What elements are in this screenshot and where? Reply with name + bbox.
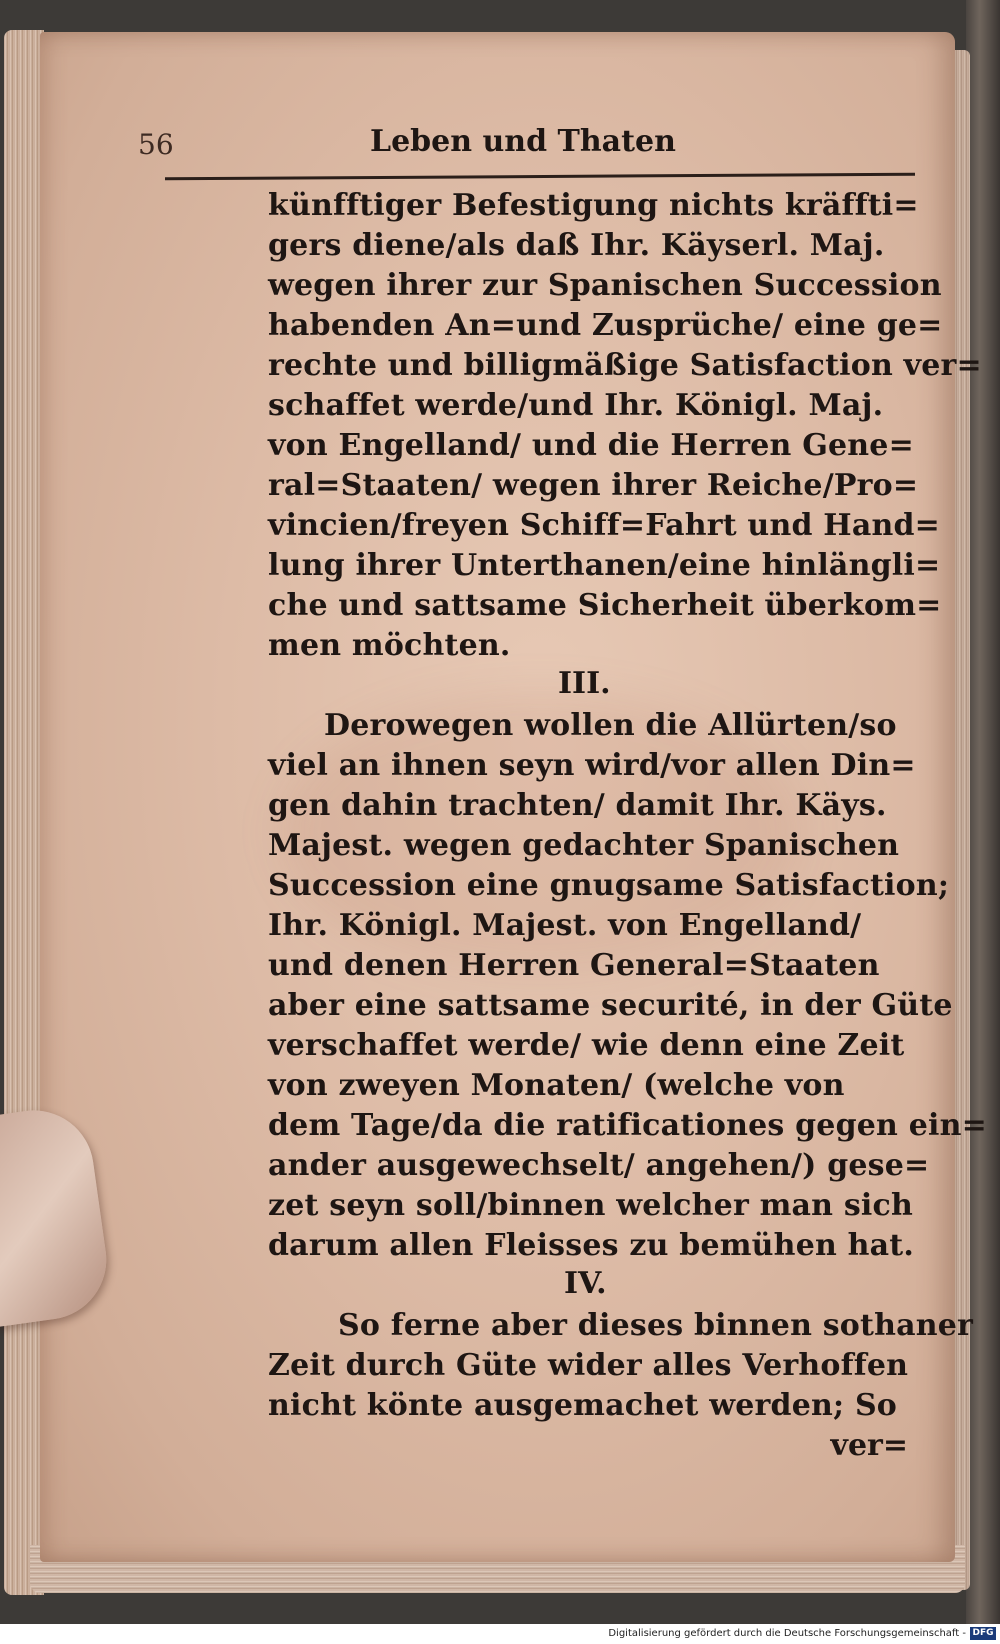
- text-line: Succession eine gnugsame Satisfaction;: [268, 868, 950, 903]
- page-edges-left: [4, 30, 44, 1595]
- text-line: ander ausgewechselt/ angehen/) gese=: [268, 1148, 930, 1183]
- text-line: lung ihrer Unterthanen/eine hinlängli=: [268, 548, 941, 583]
- text-line: Zeit durch Güte wider alles Verhoffen: [268, 1348, 909, 1383]
- text-line: gers diene/als daß Ihr. Käyserl. Maj.: [268, 228, 885, 263]
- text-line: von Engelland/ und die Herren Gene=: [268, 428, 914, 463]
- text-line: wegen ihrer zur Spanischen Succession: [268, 268, 942, 303]
- text-line: viel an ihnen seyn wird/vor allen Din=: [268, 748, 916, 783]
- text-line: nicht könte ausgemachet werden; So: [268, 1388, 898, 1423]
- text-line: schaffet werde/und Ihr. Königl. Maj.: [268, 388, 884, 423]
- text-line: Majest. wegen gedachter Spanischen: [268, 828, 900, 863]
- text-line: Derowegen wollen die Allürten/so: [324, 708, 897, 743]
- page-number: 56: [138, 128, 174, 161]
- text-line: che und sattsame Sicherheit überkom=: [268, 588, 942, 623]
- text-line: von zweyen Monaten/ (welche von: [268, 1068, 845, 1103]
- text-line: ral=Staaten/ wegen ihrer Reiche/Pro=: [268, 468, 919, 503]
- catchword: ver=: [830, 1428, 908, 1463]
- text-line: zet seyn soll/binnen welcher man sich: [268, 1188, 914, 1223]
- running-head: Leben und Thaten: [370, 124, 676, 159]
- text-line: darum allen Fleisses zu bemühen hat.: [268, 1228, 914, 1263]
- text-line: verschaffet werde/ wie denn eine Zeit: [268, 1028, 905, 1063]
- text-line: vincien/freyen Schiff=Fahrt und Hand=: [268, 508, 940, 543]
- text-line: gen dahin trachten/ damit Ihr. Käys.: [268, 788, 887, 823]
- book-cover-edge: [966, 0, 1000, 1624]
- section-heading: III.: [558, 666, 611, 701]
- text-line: künfftiger Befestigung nichts kräffti=: [268, 188, 919, 223]
- text-line: So ferne aber dieses binnen sothaner: [338, 1308, 974, 1343]
- funding-credit: Digitalisierung gefördert durch die Deutsche Forschungsgemeinschaft -: [608, 1628, 966, 1639]
- section-heading: IV.: [564, 1266, 607, 1301]
- text-line: Ihr. Königl. Majest. von Engelland/: [268, 908, 862, 943]
- text-line: men möchten.: [268, 628, 511, 663]
- text-line: aber eine sattsame securité, in der Güte: [268, 988, 953, 1023]
- text-line: dem Tage/da die ratificationes gegen ein=: [268, 1108, 987, 1143]
- text-line: habenden An=und Zusprüche/ eine ge=: [268, 308, 943, 343]
- dfg-logo-icon: DFG: [970, 1627, 996, 1640]
- text-line: und denen Herren General=Staaten: [268, 948, 880, 983]
- text-line: rechte und billigmäßige Satisfaction ver=: [268, 348, 982, 383]
